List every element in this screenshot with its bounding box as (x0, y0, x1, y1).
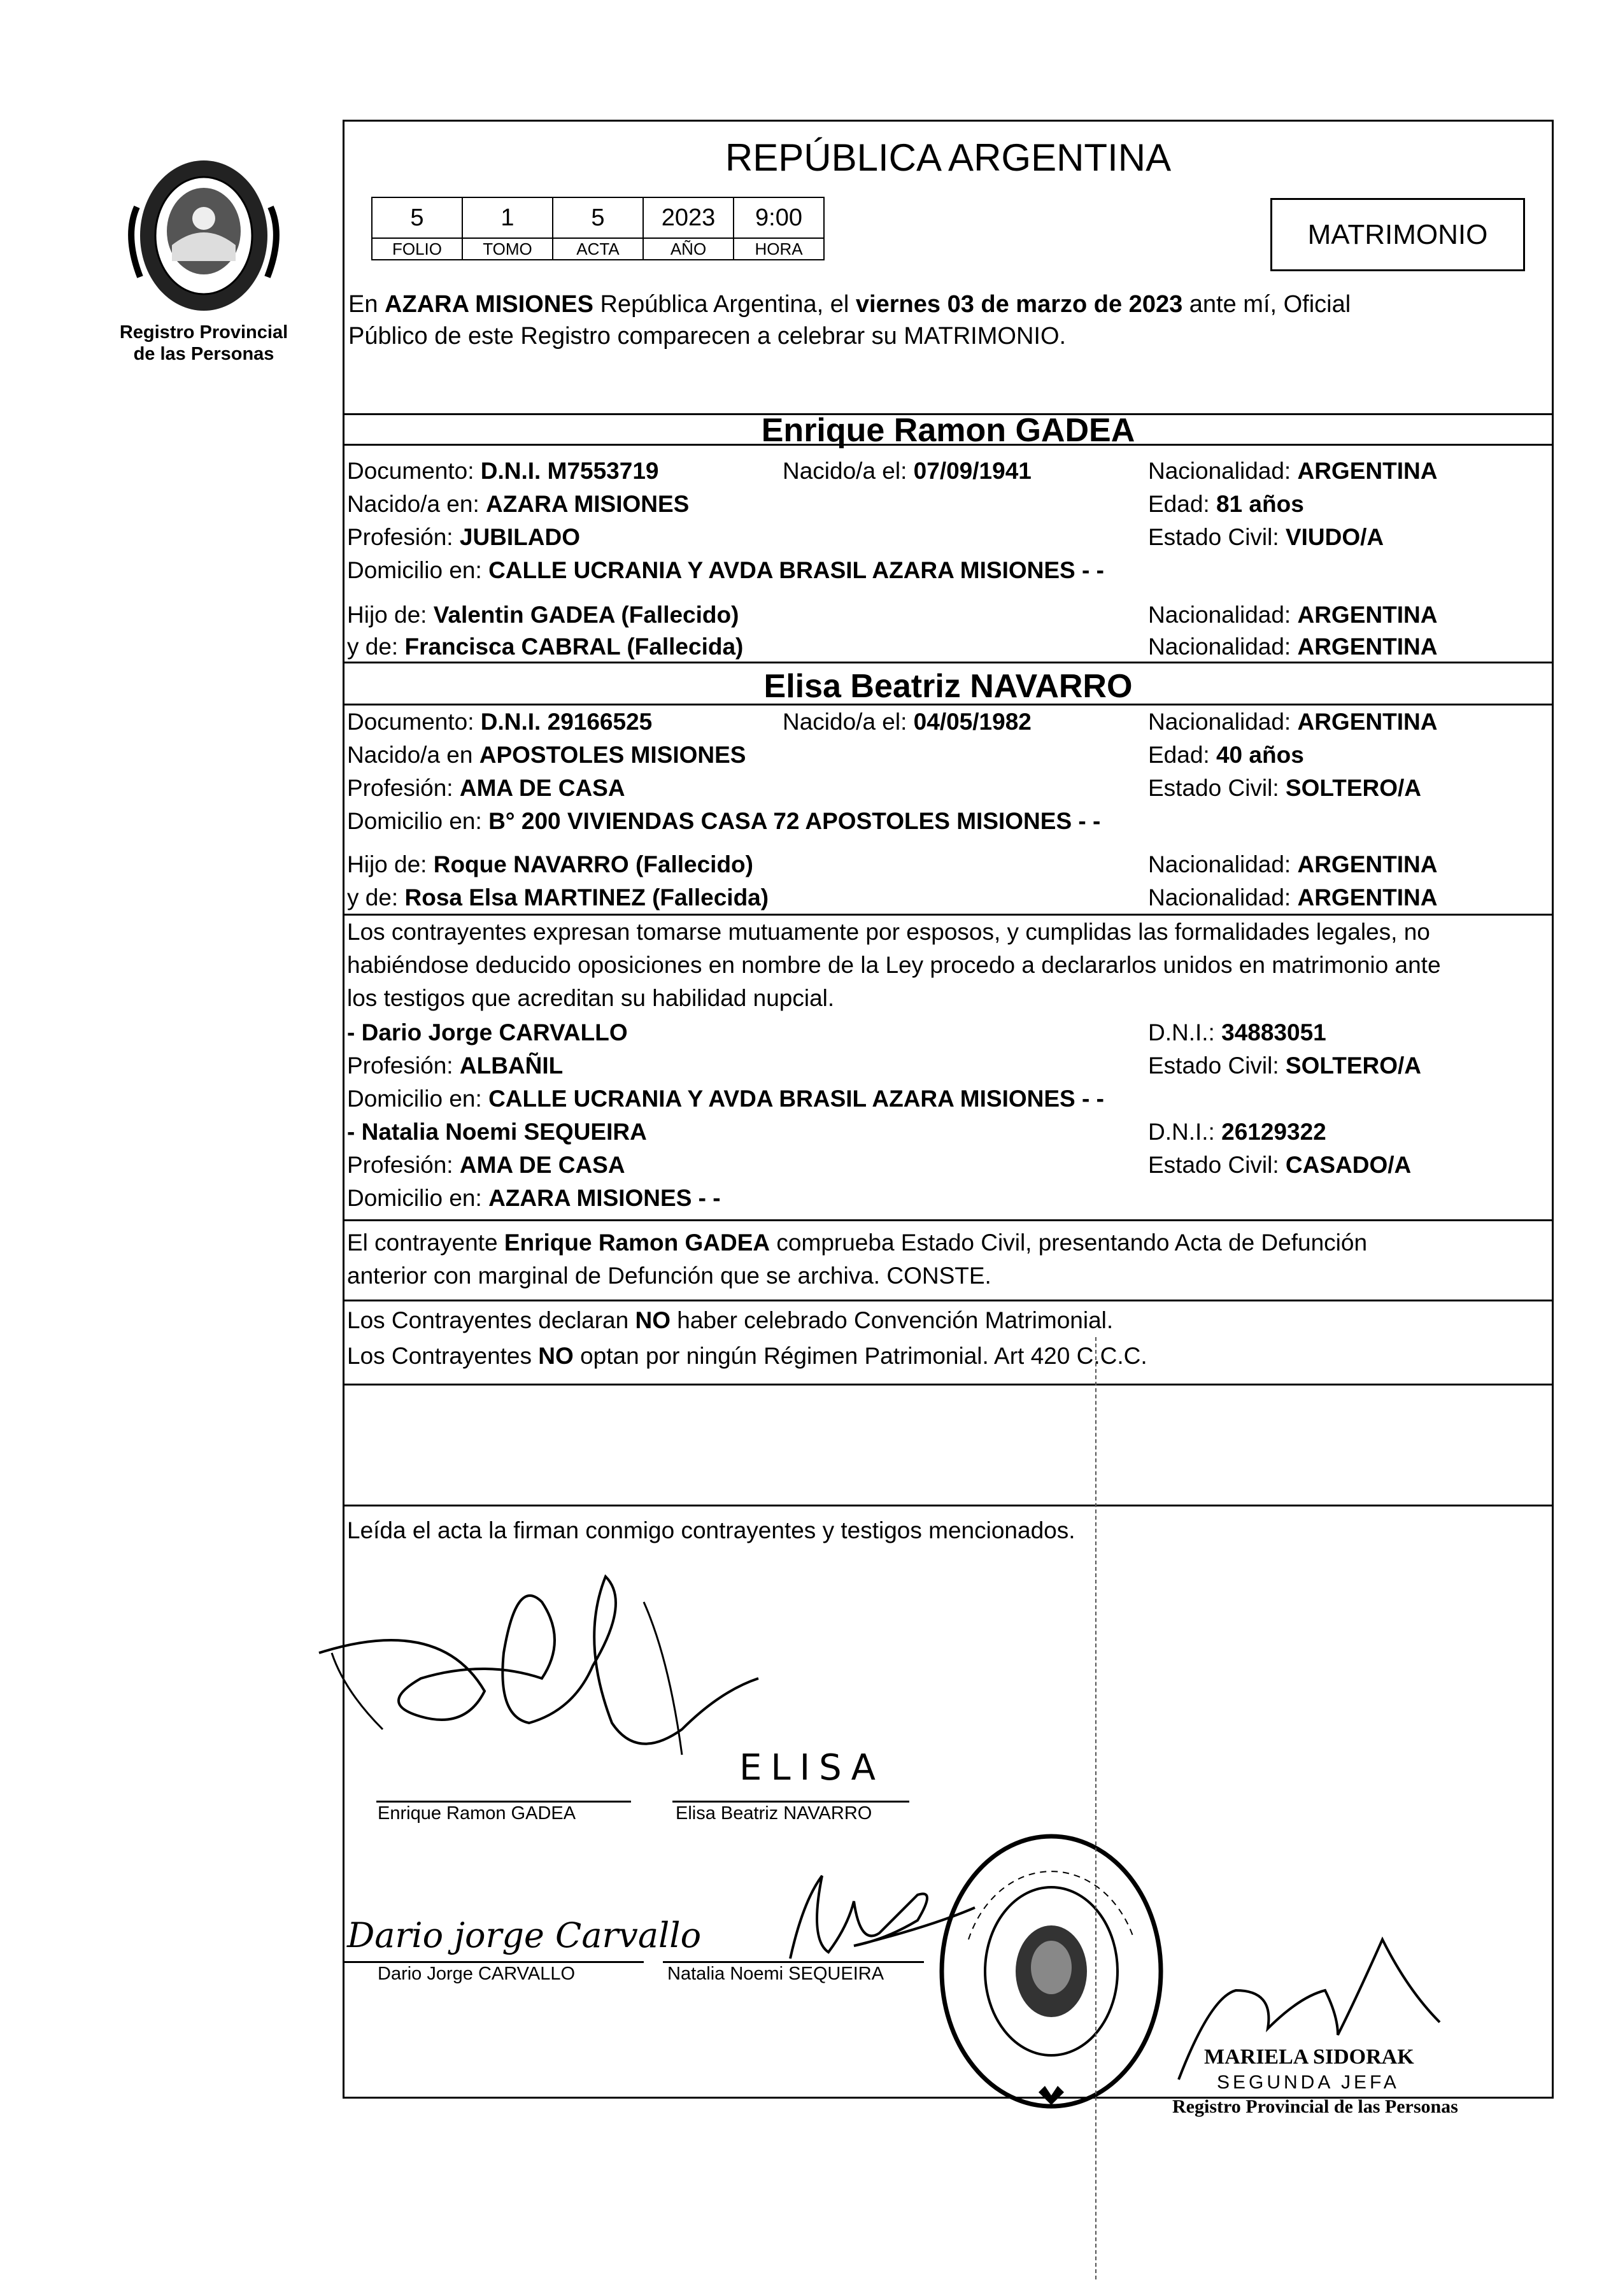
intro-line2: Público de este Registro comparecen a celebrar su MATRIMONIO. (348, 323, 1067, 350)
spouse2-civil-status (1148, 774, 1421, 802)
label: Nacido/a en: (347, 491, 486, 517)
value: D.N.I. M7553719 (480, 458, 659, 484)
witness1-name (347, 1019, 628, 1047)
text: El contrayente (347, 1229, 504, 1256)
registry-caption (96, 322, 312, 365)
value: AZARA MISIONES (486, 491, 690, 517)
value: 04/05/1982 (913, 709, 1032, 735)
label: Nacionalidad: (1148, 851, 1298, 877)
spouse1-father (347, 601, 739, 629)
witness1-profession (347, 1052, 563, 1080)
spouse2-mother (347, 884, 769, 912)
value: ALBAÑIL (459, 1052, 564, 1079)
value: Valentin GADEA (Fallecido) (433, 602, 739, 628)
witness2-dni (1148, 1118, 1326, 1146)
value: ARGENTINA (1297, 634, 1438, 660)
witness1-dni (1148, 1019, 1326, 1047)
year-value: 2023 (643, 197, 734, 238)
label: Profesión: (347, 775, 460, 801)
witness2-profession (347, 1151, 625, 1179)
hour-label: HORA (734, 238, 824, 260)
official-seal-icon (930, 1825, 1172, 2118)
intro-paragraph (348, 288, 1548, 352)
spouse1-mother (347, 633, 743, 661)
year-label: AÑO (643, 238, 734, 260)
spouse1-document (347, 457, 659, 485)
value: 34883051 (1221, 1019, 1326, 1045)
value: NO (635, 1307, 671, 1333)
witness1-signature-label: Dario Jorge CARVALLO (378, 1964, 576, 1984)
spouse2-address (347, 807, 1100, 835)
intro-line1 (348, 288, 1548, 320)
declaration-line2: habiéndose deducido oposiciones en nombre de la Ley procedo a declararlos unidos en matrimonio ante (347, 952, 1441, 978)
text: Los Contrayentes (347, 1343, 539, 1369)
registry-caption-line1: Registro Provincial (119, 322, 288, 343)
record-meta-table (371, 197, 825, 260)
value: Enrique Ramon GADEA (504, 1229, 770, 1256)
closing-text: Leída el acta la firman conmigo contrayentes y testigos mencionados. (347, 1517, 1075, 1543)
intro-text-2: República Argentina, el (593, 291, 856, 318)
value: Roque NAVARRO (Fallecido) (433, 851, 753, 877)
label: y de: (347, 884, 405, 911)
spouse2-birthplace (347, 741, 746, 769)
label: Documento: (347, 709, 481, 735)
intro-date: viernes 03 de marzo de 2023 (855, 291, 1183, 318)
spouse2-birthdate (783, 708, 1032, 736)
label: Nacido/a el: (783, 458, 914, 484)
spouse1-age (1148, 490, 1304, 518)
value: SOLTERO/A (1285, 775, 1422, 801)
intro-text-3: ante mí, Oficial (1182, 291, 1351, 318)
value: ARGENTINA (1297, 602, 1438, 628)
label: Domicilio en: (347, 1185, 489, 1211)
hour-value: 9:00 (734, 197, 824, 238)
spouse2-document (347, 708, 652, 736)
value: 07/09/1941 (913, 458, 1032, 484)
signature-section (344, 1505, 1552, 2117)
spouse1-address (347, 556, 1104, 585)
value: AZARA MISIONES - - (488, 1185, 721, 1211)
value: - Natalia Noemi SEQUEIRA (347, 1119, 647, 1145)
value: D.N.I. 29166525 (480, 709, 653, 735)
spouse2-father (347, 851, 753, 879)
text: comprueba Estado Civil, presentando Acta de Defunción (770, 1229, 1368, 1256)
label: Nacionalidad: (1148, 458, 1298, 484)
label: Domicilio en: (347, 557, 489, 583)
convention-line2 (347, 1342, 1147, 1370)
note-line1 (347, 1229, 1367, 1257)
value: 81 años (1216, 491, 1304, 517)
label: Nacido/a en (347, 742, 479, 768)
label: Estado Civil: (1148, 1052, 1286, 1079)
value: Francisca CABRAL (Fallecida) (404, 634, 744, 660)
label: Profesión: (347, 1052, 460, 1079)
official-role: SEGUNDA JEFA (1217, 2072, 1400, 2093)
value: CASADO/A (1285, 1152, 1412, 1178)
spouse1-birthplace (347, 490, 689, 518)
tomo-value: 1 (462, 197, 553, 238)
text: haber celebrado Convención Matrimonial. (671, 1307, 1114, 1333)
value: B° 200 VIVIENDAS CASA 72 APOSTOLES MISIONES - - (488, 808, 1101, 834)
spouse2-profession (347, 774, 625, 802)
spouse1-signature-scribble (274, 1564, 911, 1831)
spouse2-age (1148, 741, 1304, 769)
label: D.N.I.: (1148, 1019, 1222, 1045)
label: Profesión: (347, 1152, 460, 1178)
label: Edad: (1148, 742, 1216, 768)
label: Estado Civil: (1148, 524, 1286, 550)
declaration-line1: Los contrayentes expresan tomarse mutuamente por esposos, y cumplidas las formalidades legales, no (347, 919, 1430, 945)
spouse1-birthdate (783, 457, 1032, 485)
convention-line1 (347, 1307, 1113, 1335)
tomo-label: TOMO (462, 238, 553, 260)
text: Los Contrayentes declaran (347, 1307, 635, 1333)
witness1-handwritten-signature: Dario jorge Carvallo (347, 1915, 702, 1955)
value: 40 años (1216, 742, 1304, 768)
registry-caption-line2: de las Personas (133, 344, 274, 364)
spouse1-father-nationality (1148, 601, 1437, 629)
spouse1-signature-label: Enrique Ramon GADEA (378, 1803, 576, 1824)
blank-section (344, 1384, 1552, 1505)
witness2-signature-label: Natalia Noemi SEQUEIRA (667, 1964, 884, 1984)
spouse2-nationality (1148, 708, 1437, 736)
value: AMA DE CASA (459, 1152, 625, 1178)
label: Estado Civil: (1148, 1152, 1286, 1178)
label: Edad: (1148, 491, 1216, 517)
label: Domicilio en: (347, 808, 489, 834)
label: Nacionalidad: (1148, 884, 1298, 911)
note-line2: anterior con marginal de Defunción que se archiva. CONSTE. (347, 1263, 991, 1289)
value: - Dario Jorge CARVALLO (347, 1019, 628, 1045)
folio-value: 5 (372, 197, 462, 238)
acta-value: 5 (553, 197, 643, 238)
intro-text-1: En (348, 291, 385, 318)
value: CALLE UCRANIA Y AVDA BRASIL AZARA MISIONES - - (488, 557, 1104, 583)
spouse2-header (344, 662, 1552, 704)
spouse2-father-nationality (1148, 851, 1437, 879)
text: optan por ningún Régimen Patrimonial. Art 420 C.C.C. (573, 1343, 1147, 1369)
value: 26129322 (1221, 1119, 1326, 1145)
spouse1-name: Enrique Ramon GADEA (761, 412, 1135, 449)
official-office: Registro Provincial de las Personas (1172, 2096, 1458, 2117)
label: Profesión: (347, 524, 460, 550)
label: Nacionalidad: (1148, 634, 1298, 660)
spouse1-mother-nationality (1148, 633, 1437, 661)
spouse2-name: Elisa Beatriz NAVARRO (763, 668, 1133, 705)
witness2-civil-status (1148, 1151, 1411, 1179)
record-type: MATRIMONIO (1270, 198, 1525, 271)
value: ARGENTINA (1297, 851, 1438, 877)
label: Nacionalidad: (1148, 709, 1298, 735)
label: Nacionalidad: (1148, 602, 1298, 628)
value: APOSTOLES MISIONES (479, 742, 746, 768)
label: Hijo de: (347, 851, 434, 877)
label: y de: (347, 634, 405, 660)
witness1-signature-line (344, 1961, 644, 1963)
spouse1-header (344, 412, 1552, 449)
value: ARGENTINA (1297, 709, 1438, 735)
official-name: MARIELA SIDORAK (1204, 2045, 1414, 2069)
label: D.N.I.: (1148, 1119, 1222, 1145)
witness2-name (347, 1118, 647, 1146)
value: VIUDO/A (1285, 524, 1384, 550)
witness1-civil-status (1148, 1052, 1421, 1080)
spouse1-civil-status (1148, 523, 1384, 551)
spouse1-profession (347, 523, 580, 551)
note-section (344, 1219, 1552, 1300)
spouse2-handwritten-signature: ELISA (739, 1747, 884, 1789)
value: JUBILADO (459, 524, 580, 550)
label: Hijo de: (347, 602, 434, 628)
witness1-address (347, 1085, 1104, 1113)
country-title: REPÚBLICA ARGENTINA (725, 136, 1172, 179)
label: Nacido/a el: (783, 709, 914, 735)
label: Domicilio en: (347, 1086, 489, 1112)
fold-line (1095, 1337, 1096, 2279)
value: ARGENTINA (1297, 458, 1438, 484)
value: ARGENTINA (1297, 884, 1438, 911)
declaration-section (344, 914, 1552, 1219)
spouse1-nationality (1148, 457, 1437, 485)
certificate (343, 120, 1554, 2117)
spouse2-mother-nationality (1148, 884, 1437, 912)
folio-label: FOLIO (372, 238, 462, 260)
value: CALLE UCRANIA Y AVDA BRASIL AZARA MISIONES - - (488, 1086, 1104, 1112)
intro-place: AZARA MISIONES (385, 291, 593, 318)
value: SOLTERO/A (1285, 1052, 1422, 1079)
label: Documento: (347, 458, 481, 484)
witness2-address (347, 1184, 721, 1212)
value: NO (538, 1343, 574, 1369)
spouse2-signature-label: Elisa Beatriz NAVARRO (676, 1803, 872, 1824)
province-seal-icon (111, 150, 296, 322)
acta-label: ACTA (553, 238, 643, 260)
declaration-line3: los testigos que acreditan su habilidad nupcial. (347, 985, 835, 1011)
value: Rosa Elsa MARTINEZ (Fallecida) (404, 884, 769, 911)
value: AMA DE CASA (459, 775, 625, 801)
label: Estado Civil: (1148, 775, 1286, 801)
convention-section (344, 1300, 1552, 1384)
